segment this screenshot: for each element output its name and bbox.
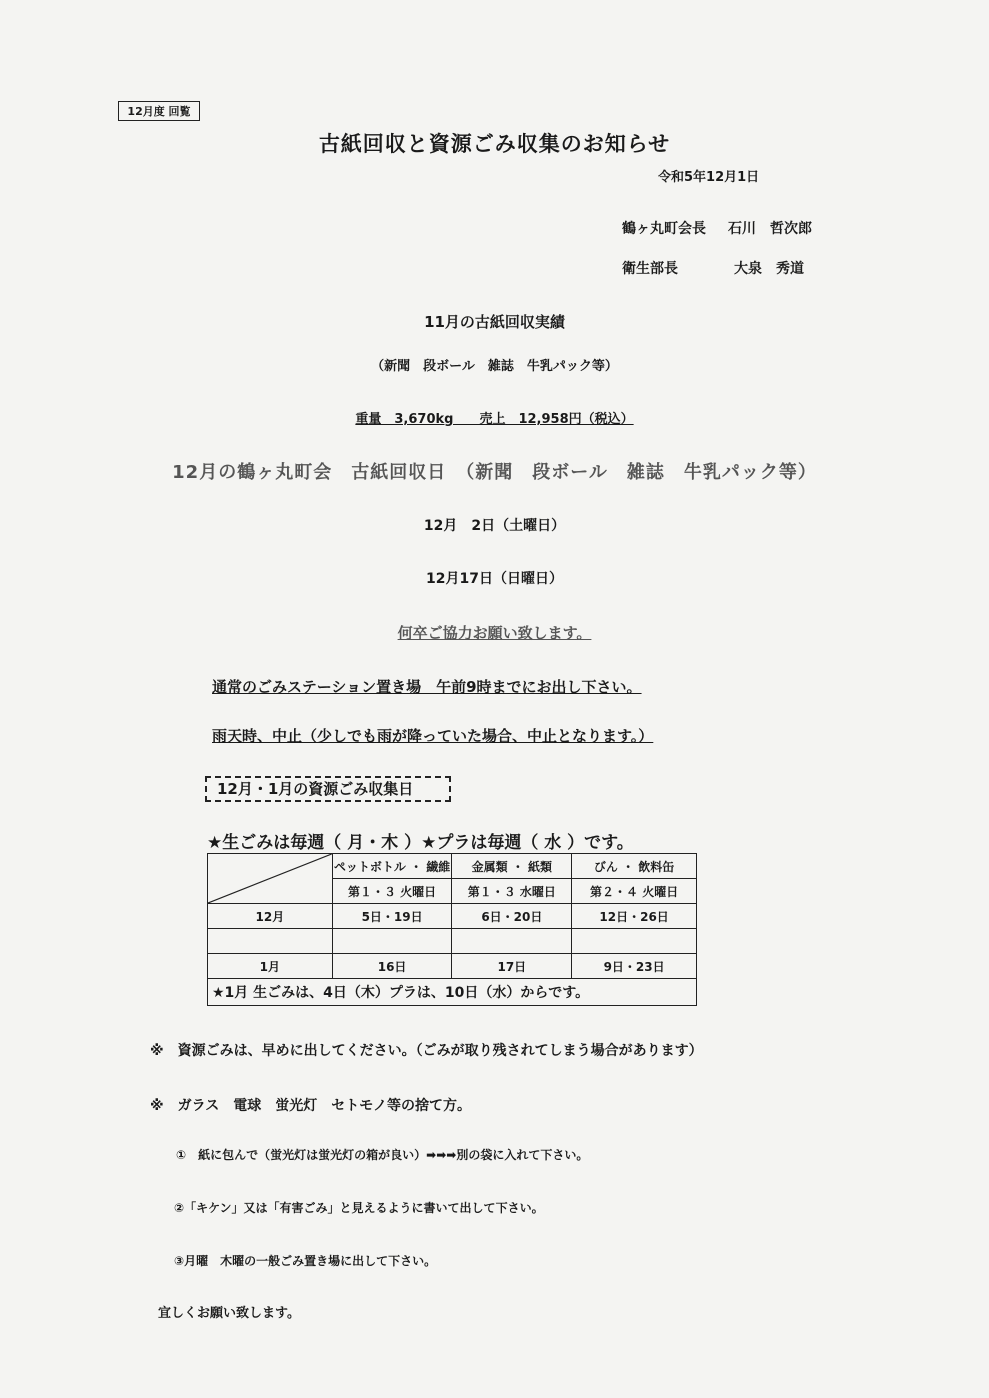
column-day: 第１・３ 火曜日 [332, 879, 452, 904]
results-weight-sales: 重量 3,670kg 売上 12,958円（税込） [355, 412, 634, 427]
cooperation-request: 何卒ご協力お願い致します。 [397, 624, 592, 642]
table-row [208, 954, 697, 979]
table-cell: 12日・26日 [572, 904, 697, 929]
table-cell [452, 929, 572, 954]
table-cell: 6日・20日 [452, 904, 572, 929]
column-category: 金属類 ・ 紙類 [452, 854, 572, 879]
column-day: 第１・３ 水曜日 [452, 879, 572, 904]
row-month: 1月 [208, 954, 333, 979]
page-title: 古紙回収と資源ごみ収集のお知らせ [318, 132, 671, 156]
collection-date-2: 12月17日（日曜日） [426, 571, 563, 587]
signature-role-sanitation: 衛生部長 [622, 261, 678, 277]
step-3: ③月曜 木曜の一般ごみ置き場に出して下さい。 [174, 1254, 437, 1268]
notice-hazard-disposal: ※ ガラス 電球 蛍光灯 セトモノ等の捨て方。 [150, 1098, 472, 1114]
table-cell: 9日・23日 [572, 954, 697, 979]
column-category: ペットボトル ・ 繊維 [332, 854, 452, 879]
table-cell: 5日・19日 [332, 904, 452, 929]
table-cell [208, 929, 333, 954]
table-cell: 17日 [452, 954, 572, 979]
diagonal-line [208, 854, 332, 903]
table-cell: 16日 [332, 954, 452, 979]
rule-deadline: 通常のごみステーション置き場 午前9時までにお出し下さい。 [212, 678, 642, 696]
table-corner-cell [208, 854, 333, 904]
table-footnote: ★1月 生ごみは、4日（木）プラは、10日（水）からです。 [208, 979, 697, 1006]
column-category: びん ・ 飲料缶 [572, 854, 697, 879]
collection-date-1: 12月 2日（土曜日） [423, 518, 566, 534]
signature-name-chair: 石川 哲次郎 [728, 221, 812, 237]
step-2: ②「キケン」又は「有害ごみ」と見えるように書いて出して下さい。 [174, 1201, 544, 1215]
table-cell [572, 929, 697, 954]
table-cell [332, 929, 452, 954]
issue-date: 令和5年12月1日 [658, 170, 760, 185]
collection-heading: 12月の鶴ヶ丸町会 古紙回収日 （新聞 段ボール 雑誌 牛乳パック等） [172, 462, 817, 483]
step-1: ① 紙に包んで（蛍光灯は蛍光灯の箱が良い）➡➡➡別の袋に入れて下さい。 [176, 1148, 589, 1162]
weekly-schedule: ★生ごみは毎週（ 月・木 ）★プラは毎週（ 水 ）です。 [207, 833, 634, 853]
table-footnote-row [208, 979, 697, 1006]
table-row [208, 904, 697, 929]
schedule-table [207, 853, 697, 1006]
schedule-box-label: 12月・1月の資源ごみ収集日 [205, 776, 451, 802]
table-row-empty [208, 929, 697, 954]
closing-remark: 宜しくお願い致します。 [158, 1306, 300, 1321]
rule-rain: 雨天時、中止（少しでも雨が降っていた場合、中止となります。） [212, 727, 654, 745]
column-day: 第２・４ 火曜日 [572, 879, 697, 904]
results-heading: 11月の古紙回収実績 [424, 313, 565, 331]
results-items: （新聞 段ボール 雑誌 牛乳パック等） [371, 359, 618, 374]
circulation-badge: 12月度 回覧 [118, 101, 200, 121]
signature-name-sanitation: 大泉 秀道 [734, 261, 804, 277]
signature-role-chair: 鶴ヶ丸町会長 [622, 221, 706, 237]
notice-early-disposal: ※ 資源ごみは、早めに出してください。（ごみが取り残されてしまう場合があります） [150, 1043, 703, 1059]
row-month: 12月 [208, 904, 333, 929]
